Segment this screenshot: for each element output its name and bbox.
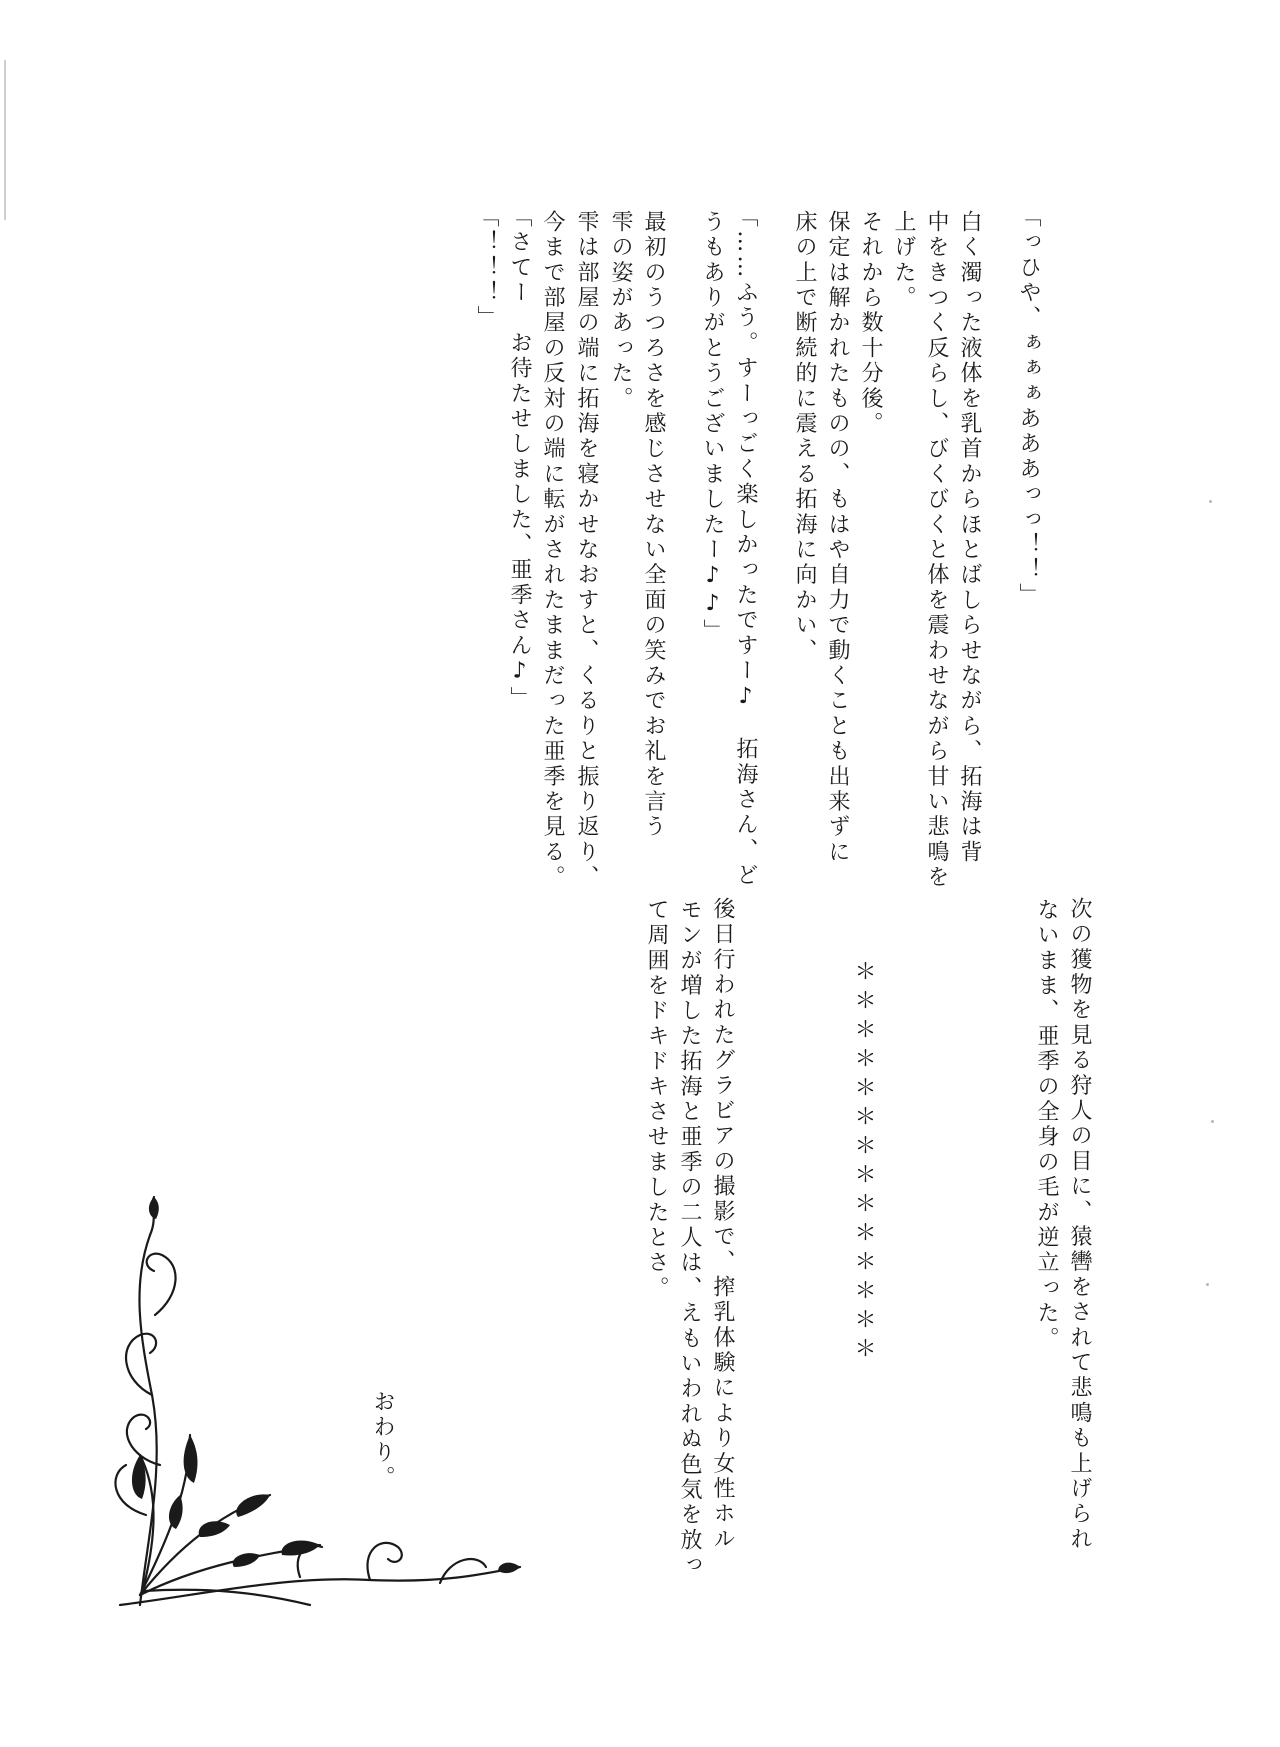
narration-line: それから数十分後。 <box>858 210 883 437</box>
narration-line: 上げた。 <box>891 210 916 311</box>
narration-line: 雫は部屋の端に拓海を寝かせなおすと、くるりと振り返り、 <box>574 210 599 891</box>
scan-speck <box>1206 1283 1209 1286</box>
narration-line: 保定は解かれたものの、もはや自力で動くことも出来ずに <box>825 210 850 866</box>
dialogue-line: 「さてー お待たせしました、亜季さん♪」 <box>507 205 532 712</box>
narration-line: 後日行われたグラビアの撮影で、搾乳体験により女性ホル <box>710 897 735 1553</box>
dialogue-line: 「……ふう。すーっごく楽しかったですー♪ 拓海さん、ど <box>733 205 758 889</box>
narration-line: 雫の姿があった。 <box>608 210 633 412</box>
dialogue-line: 「っひや、ぁぁぁあああっっ！！」 <box>1016 205 1041 609</box>
narration-line: 次の獲物を見る狩人の目に、猿轡をされて悲鳴も上げられ <box>1067 897 1092 1553</box>
scan-edge-mark <box>4 60 6 220</box>
floral-corner-flourish-icon <box>110 1195 530 1615</box>
scene-separator: ＊＊＊＊＊＊＊＊＊＊＊＊＊＊ <box>851 960 876 1366</box>
narration-line: 最初のうつろさを感じさせない全面の笑みでお礼を言う <box>641 210 666 840</box>
narration-line: 床の上で断続的に震える拓海に向かい、 <box>792 210 817 664</box>
narration-line: ないまま、亜季の全身の毛が逆立った。 <box>1034 898 1059 1352</box>
dialogue-line: 「！！！」 <box>474 205 499 331</box>
dialogue-line: うもありがとうございましたー♪♪」 <box>700 210 725 645</box>
narration-line: 中をきつく反らし、びくびくと体を震わせながら甘い悲鳴を <box>924 210 949 891</box>
scan-speck <box>1211 1120 1214 1123</box>
narration-line: モンが増した拓海と亜季の二人は、えもいわれぬ色気を放っ <box>677 898 702 1579</box>
narration-line: 今まで部屋の反対の端に転がされたままだった亜季を見る。 <box>540 210 565 891</box>
ending-mark: おわり。 <box>370 1390 395 1491</box>
narration-line: 白く濁った液体を乳首からほとばしらせながら、拓海は背 <box>957 210 982 866</box>
narration-line: て周囲をドキドキさせましたとさ。 <box>644 898 669 1302</box>
scan-speck <box>1209 500 1212 503</box>
